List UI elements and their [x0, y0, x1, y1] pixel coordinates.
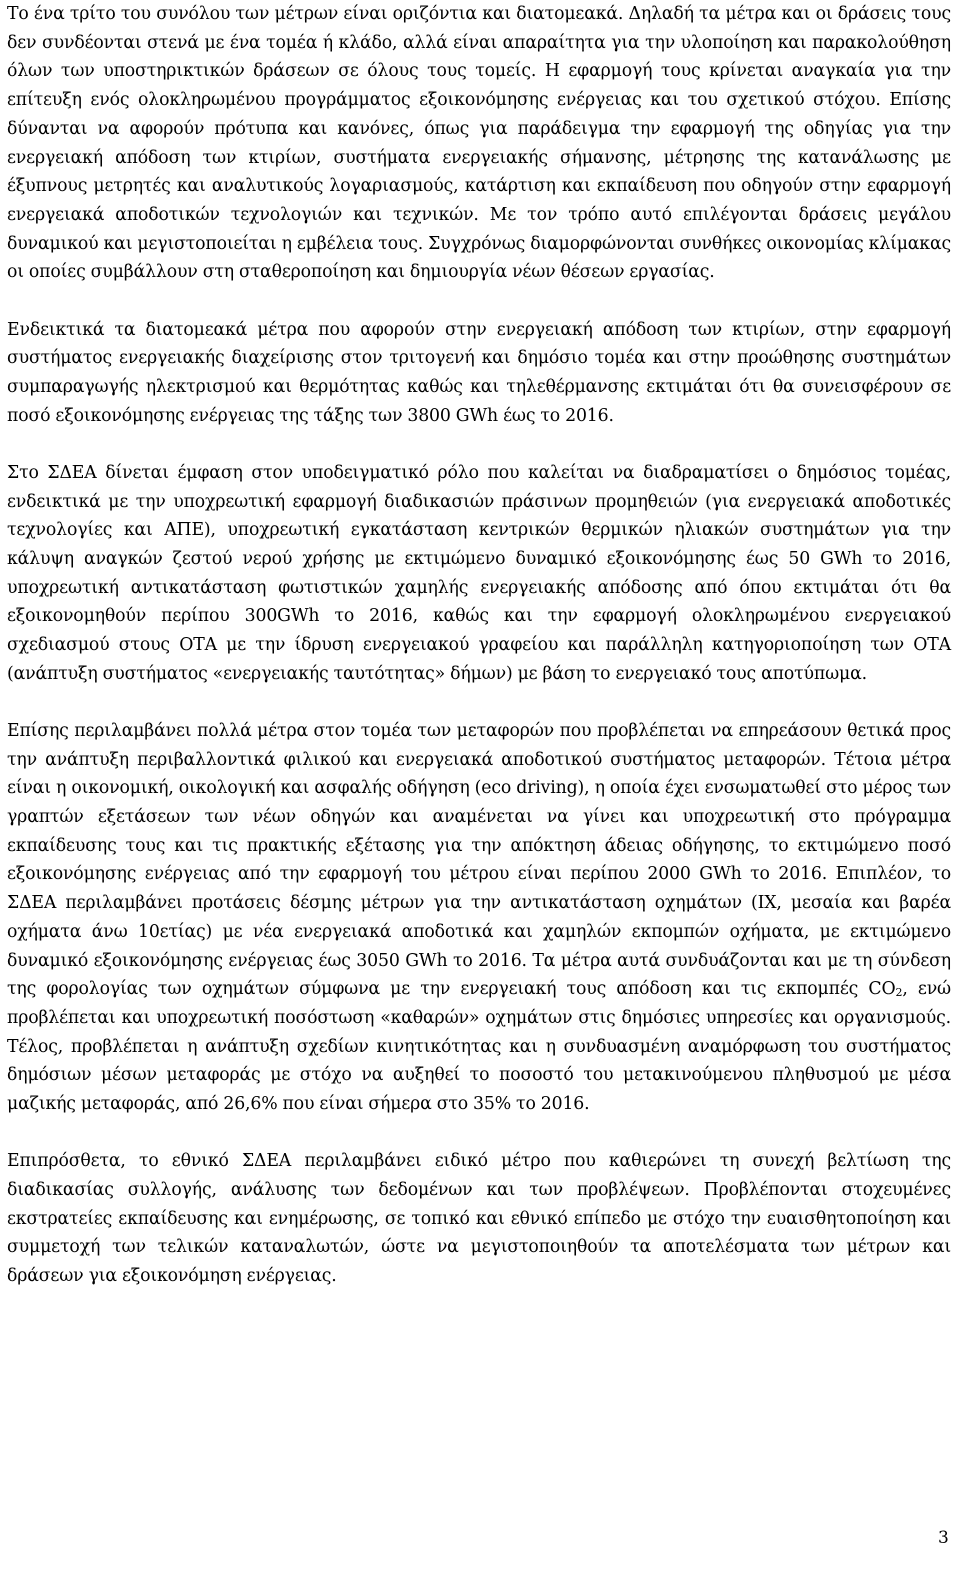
paragraph-transport-text-before: Επίσης περιλαμβάνει πολλά μέτρα στον τομέα των μεταφορών που προβλέπεται να επηρεάσουν θετικά προς την ανάπτυξη περιβαλλοντικά φιλικού και ενεργειακά αποδοτικού συστήματος μεταφορών. Τέτοια μέτρα είναι η οικονομική, οικολογική και ασφαλής οδήγηση (eco driving), η οποία έχει ενσωματωθεί στο μέρος των γραπτών εξετάσεων των νέων οδηγών και αναμένεται να γίνει και υποχρεωτική στο πρόγραμμα εκπαίδευσης τους και τις πρακτικής εξέτασης για την απόκτηση άδειας οδήγησης, το εκτιμώμενο ποσό εξοικονόμησης ενέργειας από την εφαρμογή του μέτρου είναι περίπου 2000 GWh το 2016. Επιπλέον, το ΣΔΕΑ περιλαμβάνει προτάσεις δέσμης μέτρων για την αντικατάσταση οχημάτων (ΙΧ, μεσαία και βαρέα οχήματα άνω 10ετίας) με νέα ενεργειακά αποδοτικά και χαμηλών εκπομπών οχήματα, με εκτιμώμενο δυναμικό εξοικονόμησης ενέργειας έως 3050 GWh το 2016. Τα μέτρα αυτά συνδυάζονται και με τη σύνδεση της φορολογίας των οχημάτων σύμφωνα με την ενεργειακή τους απόδοση και τις εκπομπές CO [7, 720, 951, 1000]
paragraph-data-and-campaigns: Επιπρόσθετα, το εθνικό ΣΔΕΑ περιλαμβάνει ειδικό μέτρο που καθιερώνει τη συνεχή βελτίωση της διαδικασίας συλλογής, ανάλυσης των δεδομένων και των προβλέψεων. Προβλέπονται στοχευμένες εκστρατείες εκπαίδευσης και ενημέρωσης, σε τοπικό και εθνικό επίπεδο με στόχο την ευαισθητοποίηση και συμμετοχή των τελικών καταναλωτών, ώστε να μεγιστοποιηθούν τα αποτελέσματα των μέτρων και δράσεων για εξοικονόμηση ενέργειας. [7, 1151, 951, 1287]
paragraph-crosscutting-measures: Το ένα τρίτο του συνόλου των μέτρων είναι οριζόντια και διατομεακά. Δηλαδή τα μέτρα και οι δράσεις τους δεν συνδέονται στενά με ένα τομέα ή κλάδο, αλλά είναι απαραίτητα για την υλοποίηση και παρακολούθηση όλων των υποστηρικτικών δράσεων σε όλους τους τομείς. Η εφαρμογή τους κρίνεται αναγκαία για την επίτευξη ενός ολοκληρωμένου προγράμματος εξοικονόμησης ενέργειας και του σχετικού στόχου. Επίσης δύνανται να αφορούν πρότυπα και κανόνες, όπως για παράδειγμα την εφαρμογή της οδηγίας για την ενεργειακή απόδοση των κτιρίων, συστήματα ενεργειακής σήμανσης, μέτρησης της κατανάλωσης με έξυπνους μετρητές και αναλυτικούς λογαριασμούς, κατάρτιση και εκπαίδευση που οδηγούν στην εφαρμογή ενεργειακά αποδοτικών τεχνολογιών και τεχνικών. Με τον τρόπο αυτό επιλέγονται δράσεις μεγάλου δυναμικού και μεγιστοποιείται η εμβέλεια τους. Συγχρόνως διαμορφώνονται συνθήκες οικονομίας κλίμακας οι οποίες συμβάλλουν στη σταθεροποίηση και δημιουργία νέων θέσεων εργασίας. [7, 4, 951, 283]
document-body [7, 0, 951, 1319]
paragraph-public-sector: Στο ΣΔΕΑ δίνεται έμφαση στον υποδειγματικό ρόλο που καλείται να διαδραματίσει ο δημόσιος τομέας, ενδεικτικά με την υποχρεωτική εφαρμογή διαδικασιών πράσινων προμηθειών (για ενεργειακά αποδοτικές τεχνολογίες και ΑΠΕ), υποχρεωτική εγκατάσταση κεντρικών θερμικών ηλιακών συστημάτων για την κάλυψη αναγκών ζεστού νερού χρήσης με εκτιμώμενο δυναμικό εξοικονόμησης έως 50 GWh το 2016, υποχρεωτική αντικατάσταση φωτιστικών χαμηλής ενεργειακής απόδοσης από όπου εκτιμάται ότι θα εξοικονομηθούν περίπου 300GWh το 2016, καθώς και την εφαρμογή ολοκληρωμένου ενεργειακού σχεδιασμού στους ΟΤΑ με την ίδρυση ενεργειακού γραφείου και παράλληλη κατηγοριοποίηση των ΟΤΑ (ανάπτυξη συστήματος «ενεργειακής ταυτότητας» δήμων) με βάση το ενεργειακό τους αποτύπωμα. [7, 462, 951, 684]
page-number: 3 [938, 1528, 949, 1548]
co2-subscript: 2 [895, 986, 903, 1000]
paragraph-building-efficiency: Ενδεικτικά τα διατομεακά μέτρα που αφορούν στην ενεργειακή απόδοση των κτιρίων, στην εφαρμογή συστήματος ενεργειακής διαχείρισης στον τριτογενή και δημόσιο τομέα και στην προώθησης συστημάτων συμπαραγωγής ηλεκτρισμού και θερμότητας καθώς και τηλεθέρμανσης εκτιμάται ότι θα συνεισφέρουν σε ποσό εξοικονόμησης ενέργειας της τάξης των 3800 GWh έως το 2016. [7, 319, 951, 426]
paragraph-transport-text-after: , ενώ προβλέπεται και υποχρεωτική ποσόστωση «καθαρών» οχημάτων στις δημόσιες υπηρεσίες και οργανισμούς. Τέλος, προβλέπεται η ανάπτυξη σχεδίων κινητικότητας και η συνδυασμένη αναμόρφωση του συστήματος δημόσιων μέσων μεταφοράς με στόχο να αυξηθεί το ποσοστό του μετακινούμενου πληθυσμού με μέσα μαζικής μεταφοράς, από 26,6% που είναι σήμερα στο 35% το 2016. [7, 979, 951, 1115]
paragraph-transport [7, 717, 951, 1119]
